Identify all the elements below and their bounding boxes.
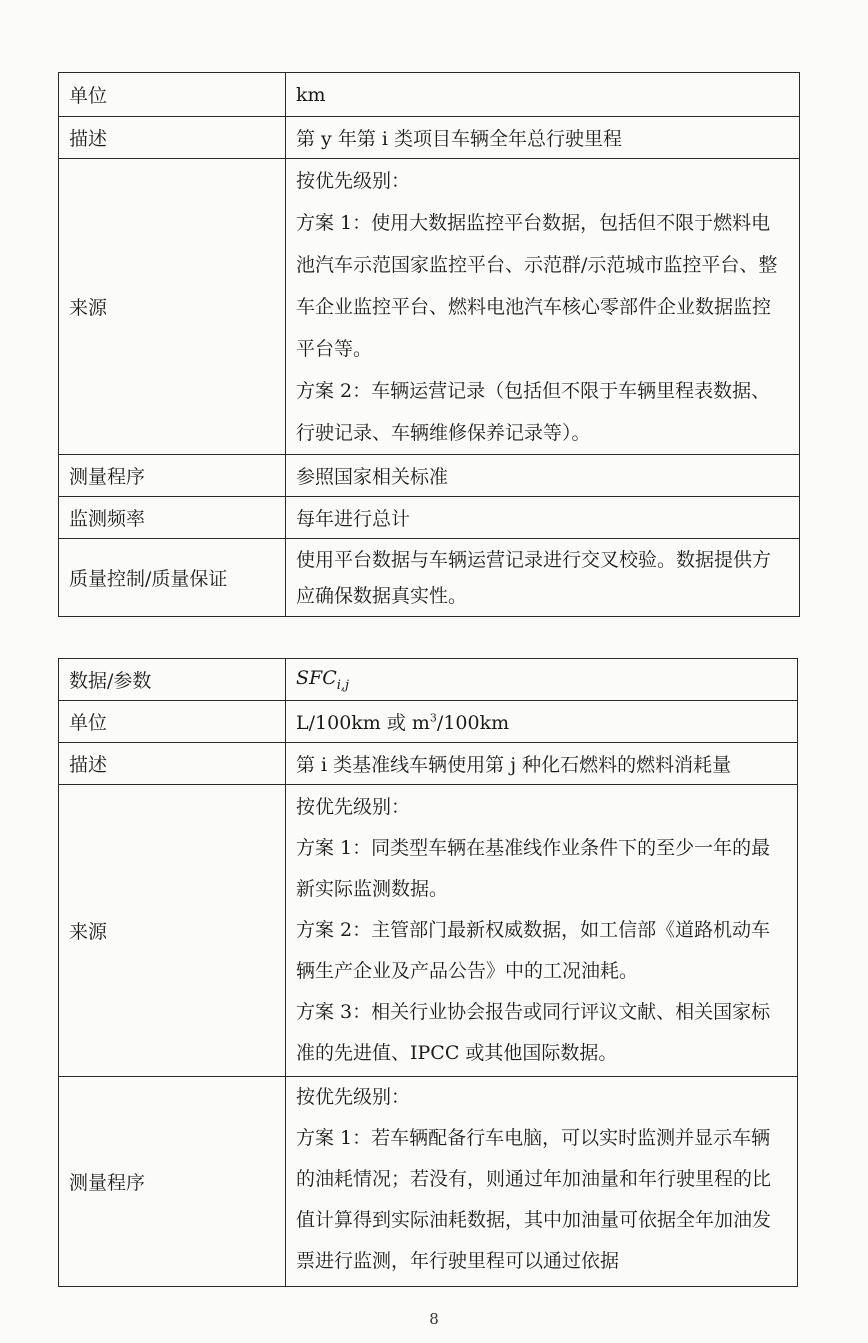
paragraph: 使用平台数据与车辆运营记录进行交叉校验。数据提供方应确保数据真实性。 [296, 548, 772, 607]
row-value [286, 539, 800, 617]
page-number: 8 [429, 1310, 439, 1328]
paragraph: 方案 3：相关行业协会报告或同行评议文献、相关国家标准的先进值、IPCC 或其他国际数据。 [296, 1001, 771, 1064]
row-label: 来源 [59, 159, 286, 455]
unit-text: L/100km 或 m [296, 712, 430, 734]
table-row [59, 701, 798, 743]
unit-value [286, 701, 798, 743]
table-row [59, 117, 800, 159]
table-row [59, 455, 800, 497]
paragraph: 方案 1：若车辆配备行车电脑，可以实时监测并显示车辆的油耗情况；若没有，则通过年加油量和年行驶里程的比值计算得到实际油耗数据，其中加油量可依据全年加油发票进行监测，年行驶里程可以通过依据 [296, 1127, 772, 1272]
row-label: 数据/参数 [59, 659, 286, 701]
paragraph: 方案 2：主管部门最新权威数据，如工信部《道路机动车辆生产企业及产品公告》中的工况油耗。 [296, 919, 771, 982]
table-row [59, 659, 798, 701]
row-value: 参照国家相关标准 [286, 455, 800, 497]
row-value [286, 1077, 798, 1287]
parameter-table-fuel-consumption [58, 658, 798, 1287]
row-value: km [286, 73, 800, 117]
row-value [286, 785, 798, 1077]
paragraph: 按优先级别： [296, 1086, 411, 1108]
row-label: 单位 [59, 73, 286, 117]
parameter-symbol [286, 659, 798, 701]
row-label: 描述 [59, 117, 286, 159]
unit-superscript: 3 [429, 711, 437, 725]
row-label: 单位 [59, 701, 286, 743]
row-value: 第 i 类基准线车辆使用第 j 种化石燃料的燃料消耗量 [286, 743, 798, 785]
row-label: 质量控制/质量保证 [59, 539, 286, 617]
unit-text: /100km [436, 712, 510, 734]
paragraph: 方案 1：使用大数据监控平台数据，包括但不限于燃料电池汽车示范国家监控平台、示范群/示范城市监控平台、整车企业监控平台、燃料电池汽车核心零部件企业数据监控平台等。 [296, 211, 778, 360]
table-row [59, 73, 800, 117]
row-label: 测量程序 [59, 1077, 286, 1287]
row-label: 来源 [59, 785, 286, 1077]
paragraph: 方案 1：同类型车辆在基准线作业条件下的至少一年的最新实际监测数据。 [296, 837, 771, 900]
paragraph: 方案 2：车辆运营记录（包括但不限于车辆里程表数据、行驶记录、车辆维修保养记录等）。 [296, 379, 771, 444]
table-row [59, 539, 800, 617]
row-label: 监测频率 [59, 497, 286, 539]
table-row [59, 743, 798, 785]
paragraph: 按优先级别： [296, 796, 411, 818]
row-label: 测量程序 [59, 455, 286, 497]
symbol-main: SFC [296, 666, 337, 689]
row-label: 描述 [59, 743, 286, 785]
symbol-subscript: i,j [336, 677, 350, 693]
table-row [59, 497, 800, 539]
table-row [59, 1077, 798, 1287]
table-row [59, 159, 800, 455]
row-value: 第 y 年第 i 类项目车辆全年总行驶里程 [286, 117, 800, 159]
paragraph: 按优先级别： [296, 169, 411, 192]
row-value [286, 159, 800, 455]
parameter-table-mileage [58, 72, 800, 617]
row-value: 每年进行总计 [286, 497, 800, 539]
table-row [59, 785, 798, 1077]
